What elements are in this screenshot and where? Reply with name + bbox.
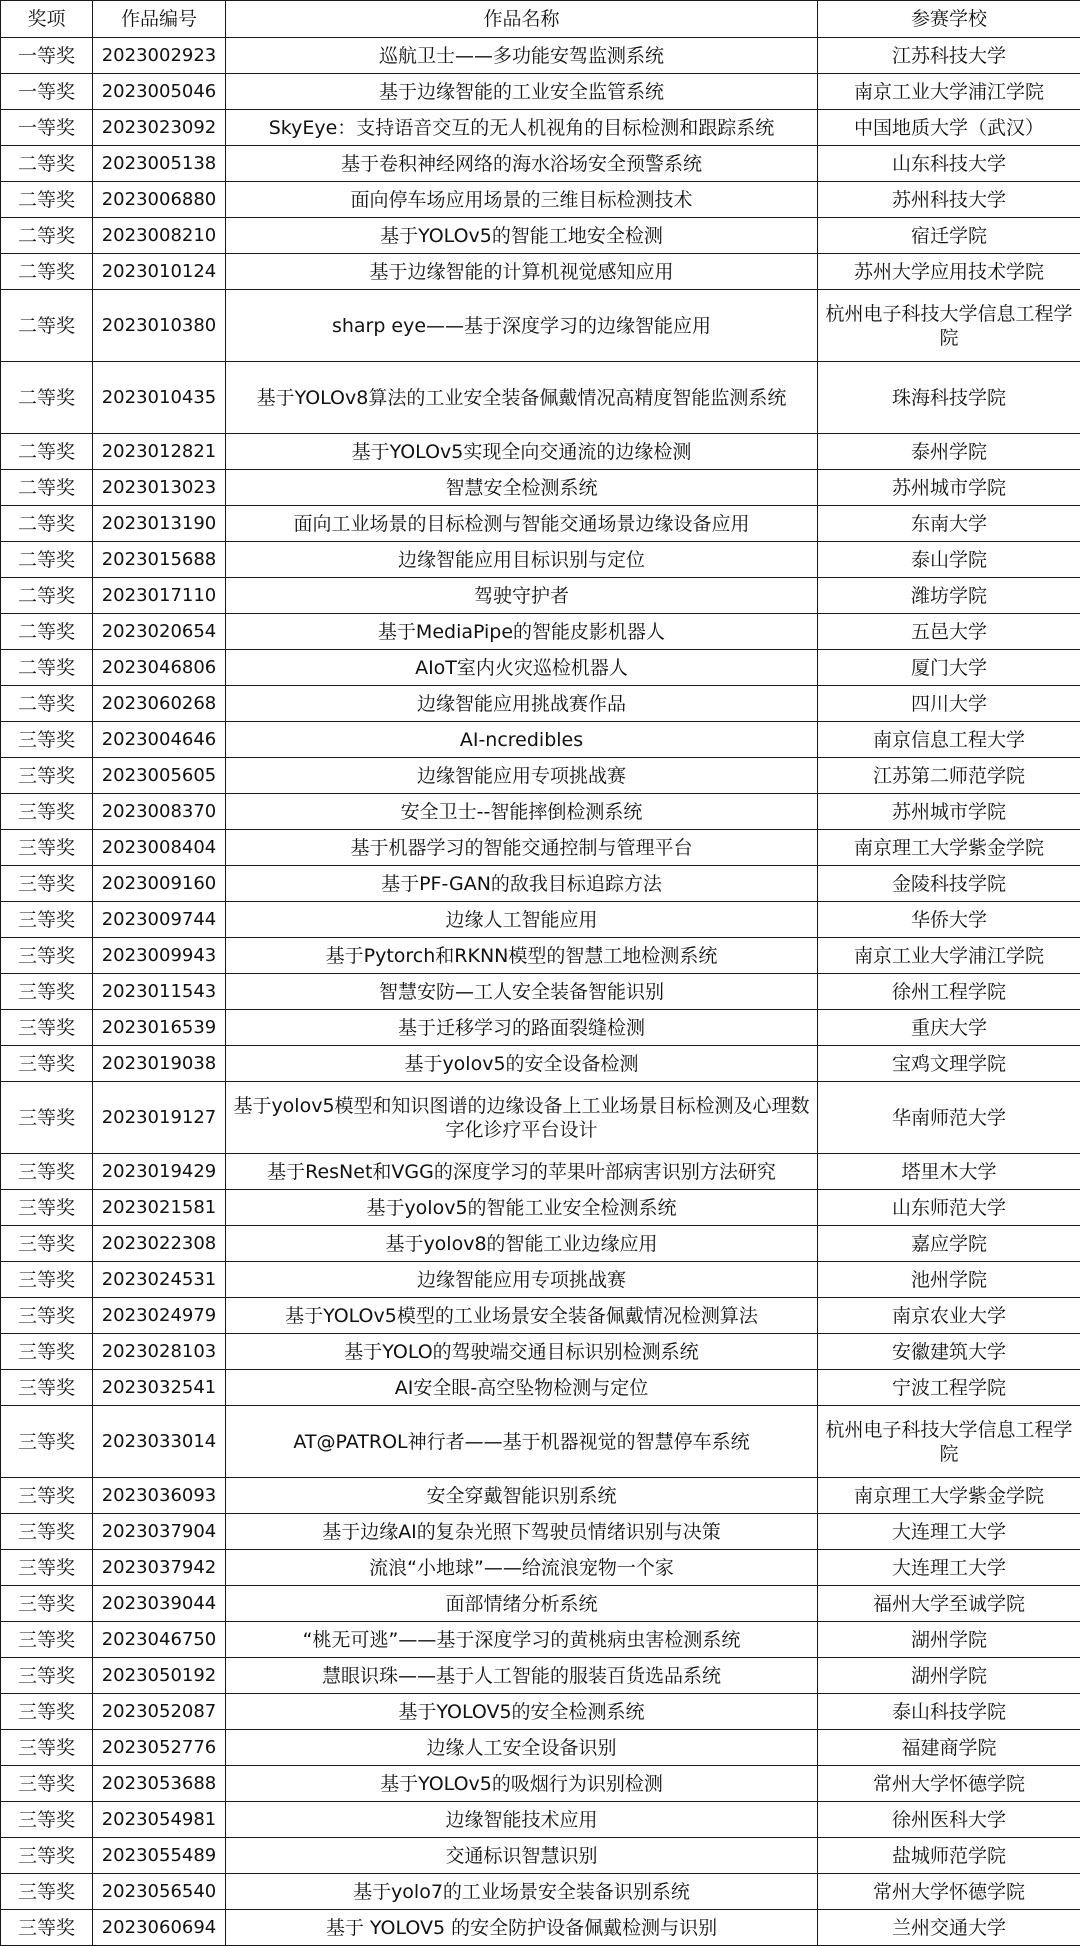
- award-cell: 三等奖: [1, 1406, 93, 1478]
- id-cell: 2023060268: [93, 686, 226, 722]
- id-cell: 2023046750: [93, 1622, 226, 1658]
- school-cell: 泰山科技学院: [818, 1694, 1080, 1730]
- table-row: [1, 1838, 1080, 1874]
- id-cell: 2023019429: [93, 1154, 226, 1190]
- table-row: [1, 974, 1080, 1010]
- table-row: [1, 1406, 1080, 1478]
- table-row: [1, 1550, 1080, 1586]
- header-title: 作品名称: [226, 1, 818, 38]
- table-row: [1, 110, 1080, 146]
- award-cell: 二等奖: [1, 650, 93, 686]
- school-cell: 南京信息工程大学: [818, 722, 1080, 758]
- award-cell: 二等奖: [1, 362, 93, 434]
- title-cell: 基于边缘智能的工业安全监管系统: [226, 74, 818, 110]
- table-row: [1, 1226, 1080, 1262]
- school-cell: 盐城师范学院: [818, 1838, 1080, 1874]
- title-cell: “桃无可逃”——基于深度学习的黄桃病虫害检测系统: [226, 1622, 818, 1658]
- title-cell: 基于yolov5模型和知识图谱的边缘设备上工业场景目标检测及心理数字化诊疗平台设计: [226, 1082, 818, 1154]
- table-row: [1, 290, 1080, 362]
- award-cell: 三等奖: [1, 1658, 93, 1694]
- school-cell: 厦门大学: [818, 650, 1080, 686]
- id-cell: 2023008370: [93, 794, 226, 830]
- school-cell: 华南师范大学: [818, 1082, 1080, 1154]
- award-cell: 一等奖: [1, 38, 93, 74]
- award-cell: 三等奖: [1, 1190, 93, 1226]
- school-cell: 苏州大学应用技术学院: [818, 254, 1080, 290]
- table-row: [1, 1802, 1080, 1838]
- id-cell: 2023046806: [93, 650, 226, 686]
- award-cell: 二等奖: [1, 146, 93, 182]
- table-row: [1, 1082, 1080, 1154]
- award-cell: 三等奖: [1, 974, 93, 1010]
- school-cell: 常州大学怀德学院: [818, 1874, 1080, 1910]
- table-row: [1, 722, 1080, 758]
- school-cell: 大连理工大学: [818, 1550, 1080, 1586]
- title-cell: 边缘智能技术应用: [226, 1802, 818, 1838]
- title-cell: 边缘智能应用挑战赛作品: [226, 686, 818, 722]
- id-cell: 2023053688: [93, 1766, 226, 1802]
- id-cell: 2023019038: [93, 1046, 226, 1082]
- award-cell: 三等奖: [1, 1694, 93, 1730]
- id-cell: 2023019127: [93, 1082, 226, 1154]
- title-cell: 基于迁移学习的路面裂缝检测: [226, 1010, 818, 1046]
- table-row: [1, 1694, 1080, 1730]
- school-cell: 安徽建筑大学: [818, 1334, 1080, 1370]
- title-cell: 基于PF-GAN的敌我目标追踪方法: [226, 866, 818, 902]
- table-row: [1, 650, 1080, 686]
- school-cell: 重庆大学: [818, 1010, 1080, 1046]
- table-row: [1, 362, 1080, 434]
- id-cell: 2023009160: [93, 866, 226, 902]
- school-cell: 江苏第二师范学院: [818, 758, 1080, 794]
- table-row: [1, 1730, 1080, 1766]
- title-cell: 巡航卫士——多功能安驾监测系统: [226, 38, 818, 74]
- award-cell: 三等奖: [1, 1082, 93, 1154]
- school-cell: 华侨大学: [818, 902, 1080, 938]
- id-cell: 2023056540: [93, 1874, 226, 1910]
- title-cell: 基于YOLOV5的安全检测系统: [226, 1694, 818, 1730]
- school-cell: 南京农业大学: [818, 1298, 1080, 1334]
- id-cell: 2023010380: [93, 290, 226, 362]
- title-cell: 基于Pytorch和RKNN模型的智慧工地检测系统: [226, 938, 818, 974]
- award-cell: 三等奖: [1, 1586, 93, 1622]
- award-cell: 二等奖: [1, 578, 93, 614]
- school-cell: 兰州交通大学: [818, 1910, 1080, 1946]
- title-cell: 面向工业场景的目标检测与智能交通场景边缘设备应用: [226, 506, 818, 542]
- id-cell: 2023008210: [93, 218, 226, 254]
- award-cell: 三等奖: [1, 938, 93, 974]
- id-cell: 2023006880: [93, 182, 226, 218]
- school-cell: 塔里木大学: [818, 1154, 1080, 1190]
- table-row: [1, 830, 1080, 866]
- table-row: [1, 254, 1080, 290]
- title-cell: AT@PATROL神行者——基于机器视觉的智慧停车系统: [226, 1406, 818, 1478]
- school-cell: 泰山学院: [818, 542, 1080, 578]
- table-row: [1, 938, 1080, 974]
- school-cell: 宿迁学院: [818, 218, 1080, 254]
- id-cell: 2023010435: [93, 362, 226, 434]
- award-cell: 三等奖: [1, 902, 93, 938]
- table-row: [1, 614, 1080, 650]
- school-cell: 南京理工大学紫金学院: [818, 830, 1080, 866]
- id-cell: 2023039044: [93, 1586, 226, 1622]
- award-cell: 一等奖: [1, 110, 93, 146]
- award-cell: 一等奖: [1, 74, 93, 110]
- award-cell: 三等奖: [1, 1046, 93, 1082]
- school-cell: 金陵科技学院: [818, 866, 1080, 902]
- table-row: [1, 1298, 1080, 1334]
- title-cell: AI安全眼-高空坠物检测与定位: [226, 1370, 818, 1406]
- title-cell: 智慧安防—工人安全装备智能识别: [226, 974, 818, 1010]
- award-cell: 三等奖: [1, 830, 93, 866]
- table-row: [1, 1010, 1080, 1046]
- title-cell: 基于YOLOv5的智能工地安全检测: [226, 218, 818, 254]
- table-row: [1, 1262, 1080, 1298]
- id-cell: 2023054981: [93, 1802, 226, 1838]
- title-cell: 基于YOLOv5的吸烟行为识别检测: [226, 1766, 818, 1802]
- award-cell: 三等奖: [1, 1370, 93, 1406]
- table-row: [1, 38, 1080, 74]
- award-cell: 三等奖: [1, 1550, 93, 1586]
- header-row: [1, 1, 1080, 38]
- award-cell: 三等奖: [1, 758, 93, 794]
- table-row: [1, 182, 1080, 218]
- school-cell: 山东科技大学: [818, 146, 1080, 182]
- id-cell: 2023013023: [93, 470, 226, 506]
- school-cell: 湖州学院: [818, 1658, 1080, 1694]
- id-cell: 2023022308: [93, 1226, 226, 1262]
- id-cell: 2023012821: [93, 434, 226, 470]
- id-cell: 2023009744: [93, 902, 226, 938]
- school-cell: 宝鸡文理学院: [818, 1046, 1080, 1082]
- school-cell: 四川大学: [818, 686, 1080, 722]
- table-row: [1, 1478, 1080, 1514]
- table-row: [1, 1874, 1080, 1910]
- award-cell: 三等奖: [1, 1154, 93, 1190]
- id-cell: 2023024531: [93, 1262, 226, 1298]
- table-row: [1, 1370, 1080, 1406]
- id-cell: 2023004646: [93, 722, 226, 758]
- school-cell: 江苏科技大学: [818, 38, 1080, 74]
- id-cell: 2023005138: [93, 146, 226, 182]
- title-cell: 基于机器学习的智能交通控制与管理平台: [226, 830, 818, 866]
- title-cell: 基于YOLO的驾驶端交通目标识别检测系统: [226, 1334, 818, 1370]
- table-row: [1, 74, 1080, 110]
- award-cell: 三等奖: [1, 1226, 93, 1262]
- id-cell: 2023005046: [93, 74, 226, 110]
- title-cell: 驾驶守护者: [226, 578, 818, 614]
- school-cell: 潍坊学院: [818, 578, 1080, 614]
- table-row: [1, 1586, 1080, 1622]
- award-cell: 三等奖: [1, 1802, 93, 1838]
- title-cell: 基于yolov5的智能工业安全检测系统: [226, 1190, 818, 1226]
- school-cell: 嘉应学院: [818, 1226, 1080, 1262]
- school-cell: 东南大学: [818, 506, 1080, 542]
- title-cell: 边缘智能应用目标识别与定位: [226, 542, 818, 578]
- title-cell: 慧眼识珠——基于人工智能的服装百货选品系统: [226, 1658, 818, 1694]
- id-cell: 2023013190: [93, 506, 226, 542]
- title-cell: 基于YOLOv5模型的工业场景安全装备佩戴情况检测算法: [226, 1298, 818, 1334]
- header-id: 作品编号: [93, 1, 226, 38]
- title-cell: 基于ResNet和VGG的深度学习的苹果叶部病害识别方法研究: [226, 1154, 818, 1190]
- table-row: [1, 686, 1080, 722]
- id-cell: 2023037942: [93, 1550, 226, 1586]
- id-cell: 2023036093: [93, 1478, 226, 1514]
- title-cell: 边缘智能应用专项挑战赛: [226, 1262, 818, 1298]
- title-cell: 边缘人工智能应用: [226, 902, 818, 938]
- award-cell: 三等奖: [1, 1262, 93, 1298]
- table-row: [1, 1766, 1080, 1802]
- title-cell: 基于边缘智能的计算机视觉感知应用: [226, 254, 818, 290]
- id-cell: 2023037904: [93, 1514, 226, 1550]
- school-cell: 山东师范大学: [818, 1190, 1080, 1226]
- id-cell: 2023024979: [93, 1298, 226, 1334]
- school-cell: 徐州工程学院: [818, 974, 1080, 1010]
- award-cell: 二等奖: [1, 290, 93, 362]
- id-cell: 2023060694: [93, 1910, 226, 1946]
- award-cell: 三等奖: [1, 1478, 93, 1514]
- header-award: 奖项: [1, 1, 93, 38]
- award-cell: 三等奖: [1, 722, 93, 758]
- school-cell: 泰州学院: [818, 434, 1080, 470]
- award-cell: 二等奖: [1, 218, 93, 254]
- title-cell: 基于 YOLOV5 的安全防护设备佩戴检测与识别: [226, 1910, 818, 1946]
- title-cell: AIoT室内火灾巡检机器人: [226, 650, 818, 686]
- award-cell: 三等奖: [1, 866, 93, 902]
- table-row: [1, 1046, 1080, 1082]
- title-cell: 基于卷积神经网络的海水浴场安全预警系统: [226, 146, 818, 182]
- school-cell: 大连理工大学: [818, 1514, 1080, 1550]
- award-cell: 三等奖: [1, 1010, 93, 1046]
- award-cell: 三等奖: [1, 1730, 93, 1766]
- title-cell: 面向停车场应用场景的三维目标检测技术: [226, 182, 818, 218]
- school-cell: 宁波工程学院: [818, 1370, 1080, 1406]
- title-cell: 交通标识智慧识别: [226, 1838, 818, 1874]
- id-cell: 2023017110: [93, 578, 226, 614]
- table-body: [1, 38, 1080, 1946]
- award-cell: 三等奖: [1, 1622, 93, 1658]
- id-cell: 2023016539: [93, 1010, 226, 1046]
- school-cell: 湖州学院: [818, 1622, 1080, 1658]
- table-header: [1, 1, 1080, 38]
- id-cell: 2023002923: [93, 38, 226, 74]
- title-cell: 基于yolov5的安全设备检测: [226, 1046, 818, 1082]
- id-cell: 2023021581: [93, 1190, 226, 1226]
- id-cell: 2023011543: [93, 974, 226, 1010]
- id-cell: 2023010124: [93, 254, 226, 290]
- school-cell: 南京工业大学浦江学院: [818, 74, 1080, 110]
- award-cell: 三等奖: [1, 1874, 93, 1910]
- award-cell: 二等奖: [1, 434, 93, 470]
- title-cell: AI-ncredibles: [226, 722, 818, 758]
- table-row: [1, 1658, 1080, 1694]
- id-cell: 2023005605: [93, 758, 226, 794]
- title-cell: 基于MediaPipe的智能皮影机器人: [226, 614, 818, 650]
- table-row: [1, 1514, 1080, 1550]
- id-cell: 2023052087: [93, 1694, 226, 1730]
- title-cell: 面部情绪分析系统: [226, 1586, 818, 1622]
- table-row: [1, 542, 1080, 578]
- school-cell: 苏州城市学院: [818, 470, 1080, 506]
- table-row: [1, 1190, 1080, 1226]
- header-school: 参赛学校: [818, 1, 1080, 38]
- title-cell: 基于YOLOv5实现全向交通流的边缘检测: [226, 434, 818, 470]
- award-cell: 三等奖: [1, 1838, 93, 1874]
- award-cell: 三等奖: [1, 1298, 93, 1334]
- title-cell: 边缘智能应用专项挑战赛: [226, 758, 818, 794]
- id-cell: 2023033014: [93, 1406, 226, 1478]
- school-cell: 南京工业大学浦江学院: [818, 938, 1080, 974]
- school-cell: 五邑大学: [818, 614, 1080, 650]
- school-cell: 常州大学怀德学院: [818, 1766, 1080, 1802]
- table-row: [1, 578, 1080, 614]
- award-cell: 三等奖: [1, 1514, 93, 1550]
- award-cell: 二等奖: [1, 542, 93, 578]
- id-cell: 2023032541: [93, 1370, 226, 1406]
- award-cell: 二等奖: [1, 254, 93, 290]
- id-cell: 2023008404: [93, 830, 226, 866]
- id-cell: 2023028103: [93, 1334, 226, 1370]
- school-cell: 苏州城市学院: [818, 794, 1080, 830]
- table-row: [1, 470, 1080, 506]
- title-cell: 安全穿戴智能识别系统: [226, 1478, 818, 1514]
- table-row: [1, 218, 1080, 254]
- school-cell: 南京理工大学紫金学院: [818, 1478, 1080, 1514]
- table-row: [1, 434, 1080, 470]
- id-cell: 2023009943: [93, 938, 226, 974]
- school-cell: 珠海科技学院: [818, 362, 1080, 434]
- table-row: [1, 794, 1080, 830]
- award-cell: 三等奖: [1, 794, 93, 830]
- title-cell: 基于yolov8的智能工业边缘应用: [226, 1226, 818, 1262]
- school-cell: 福建商学院: [818, 1730, 1080, 1766]
- award-cell: 三等奖: [1, 1910, 93, 1946]
- school-cell: 中国地质大学（武汉）: [818, 110, 1080, 146]
- award-cell: 三等奖: [1, 1766, 93, 1802]
- title-cell: 流浪“小地球”——给流浪宠物一个家: [226, 1550, 818, 1586]
- title-cell: SkyEye：支持语音交互的无人机视角的目标检测和跟踪系统: [226, 110, 818, 146]
- school-cell: 苏州科技大学: [818, 182, 1080, 218]
- award-cell: 二等奖: [1, 470, 93, 506]
- table-row: [1, 506, 1080, 542]
- award-cell: 二等奖: [1, 614, 93, 650]
- title-cell: 边缘人工安全设备识别: [226, 1730, 818, 1766]
- title-cell: 基于yolo7的工业场景安全装备识别系统: [226, 1874, 818, 1910]
- table-row: [1, 902, 1080, 938]
- table-row: [1, 1154, 1080, 1190]
- school-cell: 杭州电子科技大学信息工程学院: [818, 290, 1080, 362]
- id-cell: 2023055489: [93, 1838, 226, 1874]
- school-cell: 杭州电子科技大学信息工程学院: [818, 1406, 1080, 1478]
- id-cell: 2023052776: [93, 1730, 226, 1766]
- table-row: [1, 1334, 1080, 1370]
- award-cell: 三等奖: [1, 1334, 93, 1370]
- title-cell: 基于YOLOv8算法的工业安全装备佩戴情况高精度智能监测系统: [226, 362, 818, 434]
- table-row: [1, 866, 1080, 902]
- school-cell: 福州大学至诚学院: [818, 1586, 1080, 1622]
- id-cell: 2023020654: [93, 614, 226, 650]
- award-cell: 二等奖: [1, 182, 93, 218]
- title-cell: 安全卫士--智能摔倒检测系统: [226, 794, 818, 830]
- id-cell: 2023050192: [93, 1658, 226, 1694]
- id-cell: 2023023092: [93, 110, 226, 146]
- table-row: [1, 758, 1080, 794]
- table-row: [1, 146, 1080, 182]
- title-cell: 基于边缘AI的复杂光照下驾驶员情绪识别与决策: [226, 1514, 818, 1550]
- school-cell: 徐州医科大学: [818, 1802, 1080, 1838]
- school-cell: 池州学院: [818, 1262, 1080, 1298]
- award-cell: 二等奖: [1, 506, 93, 542]
- id-cell: 2023015688: [93, 542, 226, 578]
- title-cell: sharp eye——基于深度学习的边缘智能应用: [226, 290, 818, 362]
- award-cell: 二等奖: [1, 686, 93, 722]
- title-cell: 智慧安全检测系统: [226, 470, 818, 506]
- table-row: [1, 1910, 1080, 1946]
- table-row: [1, 1622, 1080, 1658]
